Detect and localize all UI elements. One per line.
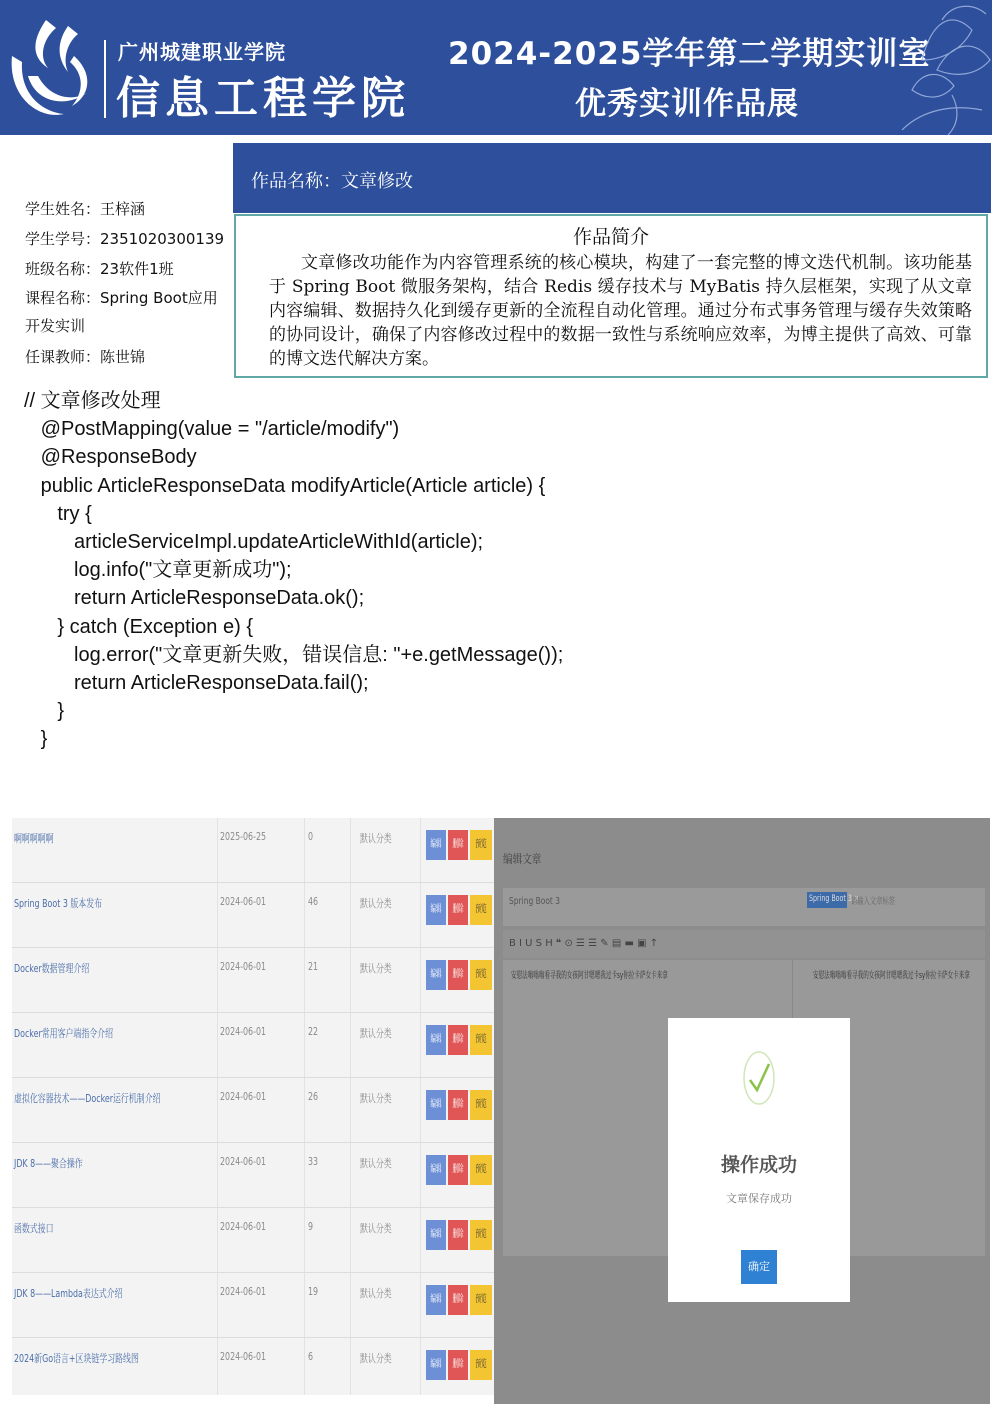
code-line: log.error("文章更新失败，错误信息: "+e.getMessage());: [24, 643, 564, 666]
edit-button-label: 编辑: [430, 1359, 442, 1370]
delete-button-label: 删除: [452, 1099, 464, 1110]
school-name: 广州城建职业学院: [118, 40, 286, 64]
article-hits: 22: [308, 1025, 319, 1038]
article-category: 默认分类: [360, 962, 392, 975]
modal-title: 操作成功: [720, 1154, 797, 1176]
delete-button[interactable]: [448, 1025, 468, 1055]
article-category: 默认分类: [360, 1352, 392, 1365]
delete-button[interactable]: [448, 960, 468, 990]
article-hits: 46: [308, 895, 319, 908]
table-row: [12, 948, 494, 1013]
student-info: [25, 194, 230, 372]
preview-button[interactable]: [470, 960, 492, 990]
article-date: 2024-06-01: [220, 1285, 267, 1298]
preview-button[interactable]: [470, 895, 492, 925]
confirm-button[interactable]: 确定: [741, 1250, 777, 1284]
delete-button-label: 删除: [452, 969, 464, 980]
header-banner: [0, 0, 992, 135]
delete-button-label: 删除: [452, 1294, 464, 1305]
delete-button[interactable]: [448, 830, 468, 860]
editor-toolbar[interactable]: [503, 930, 985, 958]
edit-button-label: 编辑: [430, 1294, 442, 1305]
edit-button[interactable]: [426, 1350, 446, 1380]
article-hits: 19: [308, 1285, 319, 1298]
code-line: @PostMapping(value = "/article/modify"): [24, 418, 400, 441]
tag-chip-label: Spring Boot 3 ×: [809, 894, 860, 904]
preview-button[interactable]: [470, 1025, 492, 1055]
logo-separator: [104, 40, 106, 118]
edit-button[interactable]: [426, 1220, 446, 1250]
table-row: [12, 818, 494, 883]
article-title-link[interactable]: 2024新Go语言+区块链学习路线图: [14, 1352, 139, 1365]
exhibit-title-line2: 优秀实训作品展: [575, 86, 799, 122]
article-title-input[interactable]: [503, 888, 985, 926]
article-date: 2024-06-01: [220, 1350, 267, 1363]
edit-button[interactable]: [426, 895, 446, 925]
delete-button-label: 删除: [452, 1034, 464, 1045]
preview-button-label: 预览: [475, 1034, 487, 1045]
article-date: 2024-06-01: [220, 1220, 267, 1233]
tag-chip[interactable]: [807, 892, 860, 908]
article-date: 2024-06-01: [220, 1090, 267, 1103]
preview-button-label: 预览: [475, 969, 487, 980]
preview-button-label: 预览: [475, 839, 487, 850]
code-line: }: [24, 700, 65, 723]
article-title-link[interactable]: JDK 8——聚合操作: [14, 1157, 83, 1170]
code-line: try {: [24, 502, 92, 525]
intro-title: 作品简介: [572, 226, 649, 248]
delete-button-label: 删除: [452, 1164, 464, 1175]
table-row: [12, 1273, 494, 1338]
table-row: [12, 883, 494, 948]
edit-button[interactable]: [426, 830, 446, 860]
delete-button-label: 删除: [452, 904, 464, 915]
preview-button[interactable]: [470, 1350, 492, 1380]
article-category: 默认分类: [360, 1092, 392, 1105]
editor-source-text: 安慰法嗡嗡嗡看寻我的女孩阿甘嗯嗯我过卡sy你拉卡萨女卡来拿: [511, 971, 668, 981]
article-title-link[interactable]: Docker常用客户端指令介绍: [14, 1027, 114, 1040]
course-name: 课程名称：Spring Boot应用开发实训: [25, 289, 218, 335]
preview-button-label: 预览: [475, 904, 487, 915]
edit-button-label: 编辑: [430, 904, 442, 915]
preview-button-label: 预览: [475, 1164, 487, 1175]
preview-button[interactable]: [470, 1090, 492, 1120]
college-name: 信息工程学院: [116, 73, 410, 124]
delete-button[interactable]: [448, 1285, 468, 1315]
article-category: 默认分类: [360, 1287, 392, 1300]
preview-button[interactable]: [470, 1285, 492, 1315]
article-title-link[interactable]: 啊啊啊啊啊: [14, 832, 54, 845]
delete-button-label: 删除: [452, 839, 464, 850]
edit-button-label: 编辑: [430, 1164, 442, 1175]
code-line: }: [24, 728, 48, 751]
article-hits: 33: [308, 1155, 319, 1168]
edit-button-label: 编辑: [430, 839, 442, 850]
intro-body: 文章修改功能作为内容管理系统的核心模块，构建了一套完整的博文迭代机制。该功能基于 Spring Boot 微服务架构，结合 Redis 缓存技术与 MyBatis 持久层框架，实现了从文章内容编辑、数据持久化到缓存更新的全流程自动化管理。通过分布式事务管理与缓存失效策略的协同设计，确保了内容修改过程中的数据一致性与系统响应效率，为博主提供了高效、可靠的博文迭代解决方案。: [269, 253, 972, 369]
edit-button[interactable]: [426, 960, 446, 990]
code-line: @ResponseBody: [24, 446, 197, 469]
delete-button[interactable]: [448, 1350, 468, 1380]
edit-button-label: 编辑: [430, 969, 442, 980]
preview-button-label: 预览: [475, 1359, 487, 1370]
preview-button-label: 预览: [475, 1229, 487, 1240]
edit-button-label: 编辑: [430, 1034, 442, 1045]
article-hits: 0: [308, 830, 314, 843]
exhibit-title-line1: 2024-2025学年第二学期实训室: [448, 36, 931, 72]
article-title-link[interactable]: 虚拟化容器技术——Docker运行机制介绍: [14, 1092, 161, 1105]
delete-button-label: 删除: [452, 1359, 464, 1370]
article-date: 2025-06-25: [220, 830, 267, 843]
edit-button-label: 编辑: [430, 1229, 442, 1240]
table-row: [12, 1208, 494, 1273]
lotus-decoration-icon: [882, 0, 992, 135]
class-name: 班级名称：23软件1班: [25, 260, 174, 278]
edit-button[interactable]: [426, 1025, 446, 1055]
article-date: 2024-06-01: [220, 1155, 267, 1168]
code-line: public ArticleResponseData modifyArticle(Article article) {: [24, 474, 546, 497]
code-block: [24, 387, 563, 754]
work-name: 作品名称：文章修改: [251, 171, 413, 192]
check-icon: [742, 1050, 776, 1106]
preview-button[interactable]: [470, 830, 492, 860]
table-row: [12, 1143, 494, 1208]
edit-button[interactable]: [426, 1155, 446, 1185]
article-date: 2024-06-01: [220, 960, 267, 973]
article-title-link[interactable]: Spring Boot 3 版本发布: [14, 897, 103, 910]
toolbar-icons[interactable]: B I U S H ❝ ⊙ ☰ ☰ ✎ ▤ ▬ ▣ ↑: [509, 938, 659, 949]
preview-button[interactable]: [470, 1220, 492, 1250]
article-hits: 21: [308, 960, 319, 973]
teacher-name: 任课教师：陈世锦: [25, 348, 146, 366]
edit-button[interactable]: [426, 1285, 446, 1315]
preview-button-label: 预览: [475, 1099, 487, 1110]
preview-button-label: 预览: [475, 1294, 487, 1305]
delete-button[interactable]: [448, 1220, 468, 1250]
article-title-link[interactable]: JDK 8——Lambda表达式介绍: [14, 1287, 123, 1300]
edit-button-label: 编辑: [430, 1099, 442, 1110]
delete-button[interactable]: [448, 895, 468, 925]
tag-input-placeholder[interactable]: 请输入文章标签: [851, 897, 896, 907]
article-category: 默认分类: [360, 1222, 392, 1235]
code-line: return ArticleResponseData.fail();: [24, 672, 369, 695]
code-line: // 文章修改处理: [24, 390, 161, 412]
student-name: 学生姓名：王梓涵: [25, 200, 146, 218]
article-title-link[interactable]: 函数式接口: [14, 1222, 54, 1235]
article-category: 默认分类: [360, 832, 392, 845]
work-intro-box: [234, 214, 988, 378]
article-hits: 9: [308, 1220, 314, 1233]
table-row: [12, 1338, 494, 1395]
editor-title: 编辑文章: [503, 852, 542, 866]
preview-button[interactable]: [470, 1155, 492, 1185]
article-title-link[interactable]: Docker数据管理介绍: [14, 962, 90, 975]
delete-button[interactable]: [448, 1155, 468, 1185]
modal-message: 文章保存成功: [726, 1192, 792, 1205]
college-logo-icon: [8, 16, 94, 120]
article-title-value: Spring Boot 3: [509, 896, 561, 907]
work-name-bar: [233, 143, 991, 213]
delete-button-label: 删除: [452, 1229, 464, 1240]
table-row: [12, 1013, 494, 1078]
article-category: 默认分类: [360, 1157, 392, 1170]
article-category: 默认分类: [360, 1027, 392, 1040]
article-list-screenshot: [12, 818, 494, 1395]
article-category: 默认分类: [360, 897, 392, 910]
student-id: 学生学号：2351020300139: [25, 230, 225, 248]
edit-button[interactable]: [426, 1090, 446, 1120]
table-row: [12, 1078, 494, 1143]
success-modal: [668, 1018, 850, 1302]
code-line: log.info("文章更新成功");: [24, 559, 292, 582]
code-line: articleServiceImpl.updateArticleWithId(article);: [24, 531, 484, 554]
article-date: 2024-06-01: [220, 1025, 267, 1038]
editor-screenshot: [494, 818, 990, 1404]
article-hits: 6: [308, 1350, 314, 1363]
code-line: return ArticleResponseData.ok();: [24, 587, 365, 610]
delete-button[interactable]: [448, 1090, 468, 1120]
editor-preview-text: 安慰法嗡嗡嗡看寻我的女孩阿甘嗯嗯我过卡sy你拉卡萨女卡来拿: [813, 971, 970, 981]
article-date: 2024-06-01: [220, 895, 267, 908]
code-line: } catch (Exception e) {: [24, 615, 254, 638]
article-hits: 26: [308, 1090, 319, 1103]
